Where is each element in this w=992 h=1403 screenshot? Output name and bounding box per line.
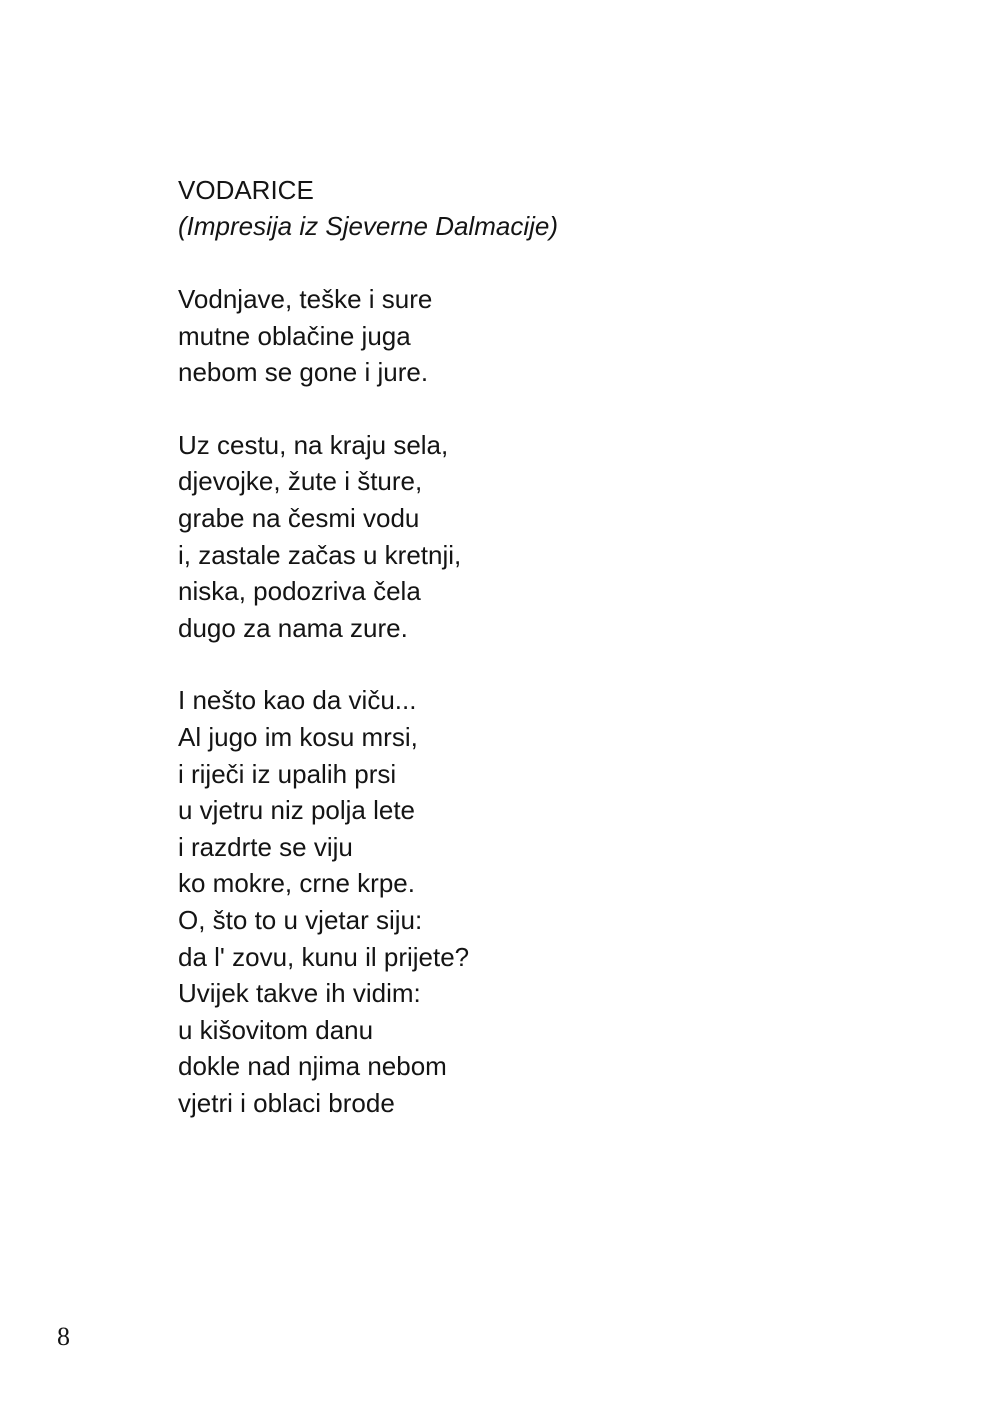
poem-line: u kišovitom danu <box>178 1014 374 1045</box>
poem-line: mutne oblačine juga <box>178 320 411 351</box>
poem-line: Vodnjave, teške i sure <box>178 284 433 314</box>
stanza <box>178 281 738 391</box>
poem-line: O, što to u vjetar siju: <box>178 904 423 935</box>
poem-line: nebom se gone i jure. <box>178 357 429 388</box>
page-number: 8 <box>57 1322 70 1351</box>
poem-line: Al jugo im kosu mrsi, <box>178 721 418 752</box>
poem-line: ko mokre, crne krpe. <box>178 868 415 899</box>
stanza <box>178 427 738 647</box>
poem-line: vjetri i oblaci brode <box>178 1087 395 1118</box>
poem-line: dokle nad njima nebom <box>178 1051 447 1082</box>
poem-line: I nešto kao da viču... <box>178 685 417 716</box>
poem-line: grabe na česmi vodu <box>178 502 420 533</box>
poem-line: i riječi iz upalih prsi <box>178 758 397 789</box>
stanza <box>178 682 738 1121</box>
poem-line: Uz cestu, na kraju sela, <box>178 429 449 460</box>
poem-line: i razdrte se viju <box>178 831 353 862</box>
poem-subtitle: (Impresija iz Sjeverne Dalmacije) <box>178 211 558 241</box>
poem-line: dugo za nama zure. <box>178 612 408 643</box>
poem-line: Uvijek takve ih vidim: <box>178 978 421 1009</box>
poem-line: u vjetru niz polja lete <box>178 795 416 826</box>
poem-line: da l' zovu, kunu il prijete? <box>178 941 470 972</box>
poem-line: niska, podozriva čela <box>178 576 421 607</box>
poem-title: VODARICE <box>178 175 314 205</box>
poem-line: i, zastale začas u kretnji, <box>178 539 462 570</box>
poem-line: djevojke, žute i šture, <box>178 466 423 497</box>
poem <box>178 172 738 1121</box>
